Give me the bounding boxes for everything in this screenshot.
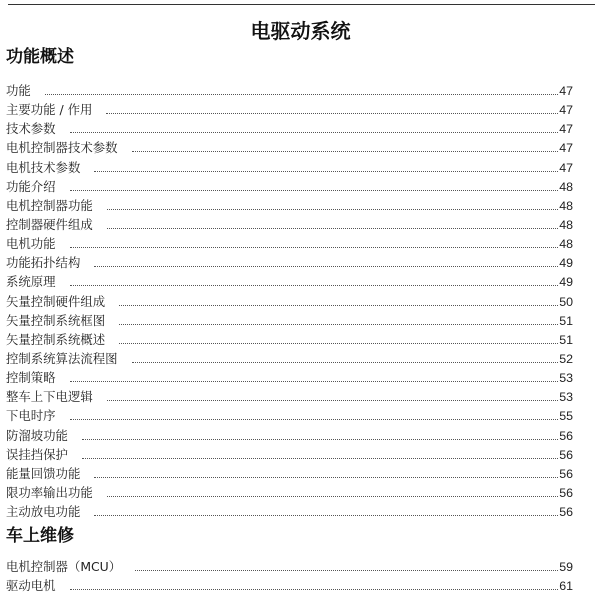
toc-entry[interactable] [6, 100, 573, 119]
toc-entry-label: 电机控制器技术参数 [6, 140, 118, 156]
toc-entry-page: 56 [559, 505, 573, 520]
toc-entry[interactable] [6, 253, 573, 272]
toc-entry[interactable] [6, 196, 573, 215]
toc-leader-dots [82, 439, 558, 440]
toc-list-onvehicle-repair [6, 557, 573, 595]
document-title: 电驱动系统 [250, 19, 351, 43]
toc-entry-page: 47 [559, 103, 573, 118]
toc-entry[interactable] [6, 158, 573, 177]
toc-entry-page: 48 [559, 217, 573, 232]
toc-leader-dots [94, 477, 558, 478]
toc-leader-dots [70, 589, 559, 590]
toc-entry-page: 56 [559, 466, 573, 481]
toc-entry[interactable] [6, 368, 573, 387]
toc-leader-dots [132, 151, 559, 152]
toc-entry[interactable] [6, 272, 573, 291]
toc-entry[interactable] [6, 576, 573, 595]
toc-entry-label: 下电时序 [6, 408, 56, 424]
toc-entry-page: 53 [559, 371, 573, 386]
toc-leader-dots [119, 343, 558, 344]
toc-leader-dots [132, 362, 559, 363]
toc-entry-page: 48 [559, 198, 573, 213]
toc-entry-label: 系统原理 [6, 274, 56, 290]
toc-leader-dots [45, 94, 558, 95]
toc-entry-page: 56 [559, 428, 573, 443]
toc-entry-page: 53 [559, 390, 573, 405]
toc-entry[interactable] [6, 311, 573, 330]
section-heading-overview: 功能概述 [6, 47, 74, 67]
toc-entry[interactable] [6, 406, 573, 425]
toc-entry[interactable] [6, 177, 573, 196]
toc-entry-page: 47 [559, 141, 573, 156]
toc-leader-dots [119, 305, 558, 306]
toc-leader-dots [107, 400, 558, 401]
toc-entry-page: 51 [559, 332, 573, 347]
toc-entry-label: 功能 [6, 83, 31, 98]
toc-entry-page: 56 [559, 447, 573, 462]
toc-entry[interactable] [6, 349, 573, 368]
toc-leader-dots [70, 381, 559, 382]
toc-entry-label: 主要功能 / 作用 [6, 102, 93, 118]
toc-entry[interactable] [6, 483, 573, 502]
toc-entry-label: 矢量控制系统概述 [6, 331, 106, 347]
toc-entry[interactable] [6, 464, 573, 483]
toc-entry-label: 电机控制器（MCU） [6, 559, 122, 574]
toc-entry-page: 48 [559, 237, 573, 252]
toc-entry-label: 技术参数 [6, 121, 56, 137]
toc-entry-label: 防溜坡功能 [6, 427, 68, 443]
toc-entry-label: 电机功能 [6, 236, 56, 252]
toc-entry-page: 51 [559, 313, 573, 328]
toc-entry-label: 功能拓扑结构 [6, 255, 81, 271]
toc-entry-label: 能量回馈功能 [6, 465, 81, 481]
toc-leader-dots [107, 496, 558, 497]
toc-leader-dots [119, 324, 558, 325]
toc-entry[interactable] [6, 426, 573, 445]
toc-leader-dots [107, 209, 558, 210]
toc-entry-page: 47 [559, 122, 573, 137]
toc-leader-dots [70, 285, 559, 286]
toc-entry-page: 61 [559, 579, 573, 594]
toc-entry[interactable] [6, 234, 573, 253]
toc-entry-page: 56 [559, 485, 573, 500]
toc-leader-dots [106, 113, 558, 114]
toc-entry-page: 55 [559, 409, 573, 424]
toc-leader-dots [70, 419, 559, 420]
toc-entry[interactable] [6, 119, 573, 138]
toc-entry-page: 59 [559, 560, 573, 574]
toc-entry-label: 矢量控制硬件组成 [6, 293, 106, 309]
toc-leader-dots [107, 228, 558, 229]
toc-entry[interactable] [6, 557, 573, 576]
toc-entry[interactable] [6, 138, 573, 157]
toc-leader-dots [94, 266, 558, 267]
toc-entry[interactable] [6, 445, 573, 464]
toc-entry[interactable] [6, 292, 573, 311]
toc-list-overview [6, 81, 573, 521]
toc-entry[interactable] [6, 215, 573, 234]
toc-entry-page: 48 [559, 179, 573, 194]
toc-leader-dots [135, 570, 558, 571]
toc-leader-dots [70, 190, 559, 191]
toc-entry-label: 电机技术参数 [6, 159, 81, 175]
toc-leader-dots [70, 247, 559, 248]
toc-leader-dots [82, 458, 558, 459]
toc-entry-label: 控制策略 [6, 370, 56, 386]
toc-leader-dots [94, 515, 558, 516]
toc-entry[interactable] [6, 330, 573, 349]
toc-entry[interactable] [6, 502, 573, 521]
toc-entry-label: 功能介绍 [6, 178, 56, 194]
toc-leader-dots [70, 132, 559, 133]
toc-entry[interactable] [6, 81, 573, 100]
toc-entry-label: 电机控制器功能 [6, 197, 93, 213]
toc-entry-label: 矢量控制系统框图 [6, 312, 106, 328]
toc-entry-page: 47 [559, 160, 573, 175]
section-heading-onvehicle-repair: 车上维修 [6, 526, 74, 546]
toc-entry-page: 49 [559, 275, 573, 290]
toc-entry-label: 控制器硬件组成 [6, 216, 93, 232]
toc-entry-page: 50 [559, 294, 573, 309]
toc-entry-label: 主动放电功能 [6, 504, 81, 520]
toc-entry-label: 误挂挡保护 [6, 446, 68, 462]
toc-entry[interactable] [6, 387, 573, 406]
toc-entry-label: 控制系统算法流程图 [6, 350, 118, 366]
top-rule [8, 4, 595, 5]
toc-entry-label: 整车上下电逻辑 [6, 389, 93, 405]
toc-leader-dots [94, 171, 558, 172]
toc-entry-label: 限功率输出功能 [6, 484, 93, 500]
toc-entry-page: 52 [559, 351, 573, 366]
toc-entry-label: 驱动电机 [6, 578, 56, 594]
toc-entry-page: 49 [559, 256, 573, 271]
toc-entry-page: 47 [559, 84, 573, 98]
